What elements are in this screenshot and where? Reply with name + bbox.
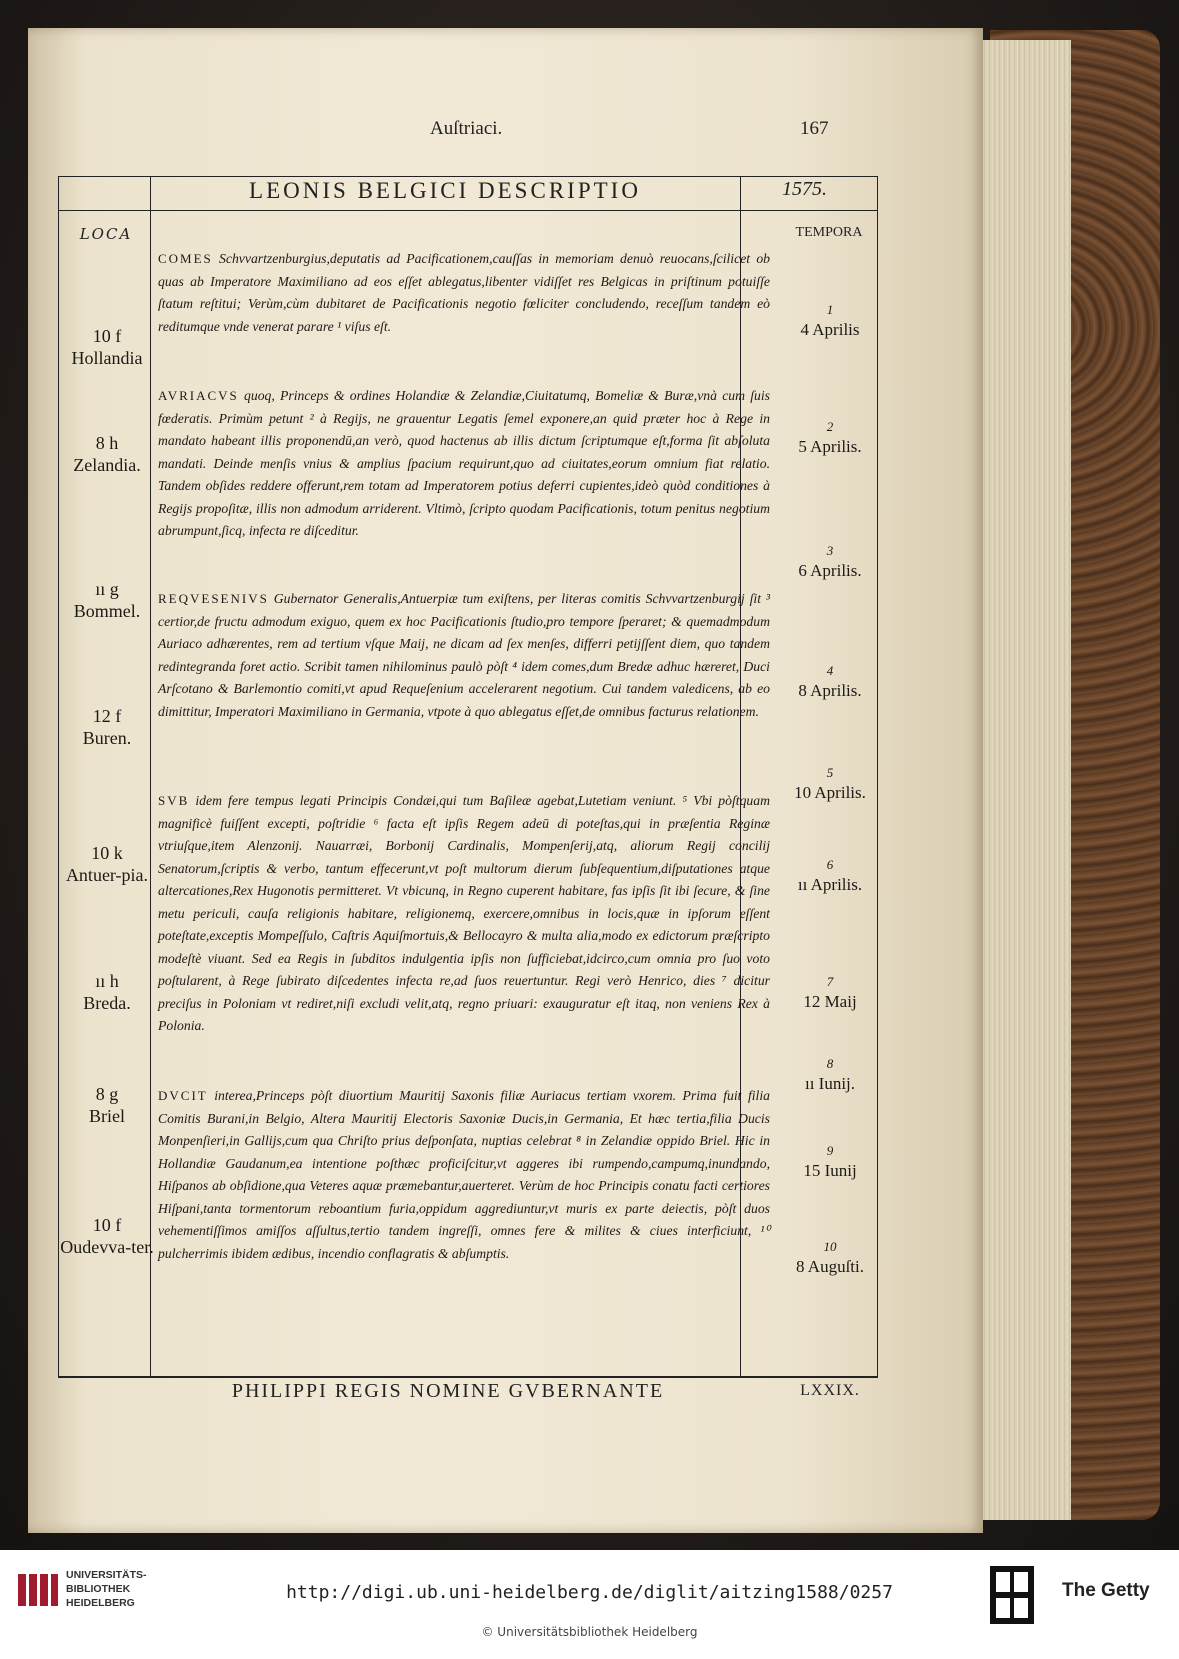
note-number: 4 [826,663,834,678]
tempora-entry [782,541,878,581]
tempora-date: 8 Auguſti. [795,1257,864,1276]
loca-entry [60,432,154,476]
note-number: 6 [826,857,834,872]
paragraph-auriacus [158,385,770,543]
note-number: 3 [826,543,834,558]
loca-place: Zelandia. [73,455,141,475]
tempora-entry [782,300,878,340]
note-number: 1 [826,302,834,317]
note-number: 7 [826,974,834,989]
note-number: 5 [826,765,834,780]
footer-text: PHILIPPI REGIS NOMINE GVBERNANTE [231,1380,665,1402]
loca-place: Antuer-pia. [65,865,149,885]
note-number: 10 [823,1239,837,1254]
tempora-date: 8 Aprilis. [798,681,862,700]
loca-place: Breda. [83,993,131,1013]
paragraph-text: idem fere tempus legati Principis Condæi,qui tum Baſileæ agebat,Lutetiam veniunt. ⁵ Vbi pòſtquam magnificè fuiſſent excepti, poſtridie ⁶ facta eſt ipſis Regem adeū di poteſtas,qui in præſentia Reginæ vtriuſque,item Alenzonij. Nauarræi, Borbonij Cardinalis, Mompenſerij,atq, aliorum Regij concilij Senatorum,ſcriptis & verbo, tantum effecerunt,vt poſt multorum dierum ſubſequentium,diſputationes atque altercationes,Rex Hugonotis permitteret. Vt vbicunq, in Regno cuperent habitare, fas ipſis ſit ibi ſecure, & ſine metu periculi, cauſa religionis habitare, religionemq, exercere,omnibus in locis,quæ in ipſorum eſſent poteſtate,exceptis Mompeſſulo, Caſtris Aquiſmortuis,& Bellocayro & multa alia,modo ex edictorum præſcripto modeſtè viuant. Sed ea Regis in ſubditos indulgentia ipſis non ſufficiebat,idcirco,cum omnia pro ſuo voto poſtularent, à Rege ſubirato diſcedentes infecta re,ad ſuos reuertuntur. Regi verò Henrico, dies ⁷ dicitur preciſus in Poloniam vt rediret,niſi excludi velit,atq, regno priuari: exauguratur eſt itaq, non veniens Rex à Polonia. [158,793,770,1033]
library-name-line: UNIVERSITÄTS- [66,1569,147,1581]
loca-entry [60,1083,154,1127]
paragraph-lead: AVRIACVS [158,388,239,403]
header-rule [58,210,878,211]
loca-place: Oudevva-ter. [60,1237,154,1257]
paragraph-lead: SVB [158,793,190,808]
footer-rule [58,1376,878,1377]
loca-place: Briel [89,1106,125,1126]
tempora-date: 12 Maij [803,992,857,1011]
tempora-entry [782,763,878,803]
note-number: 8 [826,1056,834,1071]
tempora-entry [782,1237,878,1277]
tempora-date: 5 Aprilis. [798,437,862,456]
library-name-line: HEIDELBERG [66,1597,135,1609]
page-title: LEONIS BELGICI DESCRIPTIO [249,178,641,203]
paragraph-lead: REQVESENIVS [158,591,269,606]
copyright-notice: © Universitätsbibliothek Heidelberg [481,1625,698,1639]
tempora-entry [782,1141,878,1181]
loca-entry [60,842,154,886]
tempora-date: 15 Iunij [803,1161,857,1180]
note-number: 9 [826,1143,834,1158]
paragraph-text: Schvvartzenburgius,deputatis ad Pacificationem,cauſſas in memoriam denuò reuocans,ſcilicet ob quas ab Imperatore Maximiliano ad eos eſſet ablegatus,libenter vidiſſet res Belgicas in priſtinum potuiſſe ſtatum reſtitui; Verùm,cùm dubitaret de Pacificationis negotio fœliciter concludendo, receſſum tandem eò reditumque vnde venerat parare ¹ viſus eſt. [158,251,771,334]
loca-ref: 8 g [95,1084,119,1104]
paragraph-comes [158,248,770,338]
tempora-date: 4 Aprilis [800,320,860,339]
loca-entry [60,325,154,369]
footer-number: LXXIX. [800,1382,860,1399]
tempora-date: 6 Aprilis. [798,561,862,580]
paragraph-lead: COMES [158,251,213,266]
loca-entry [60,705,154,749]
getty-logo-icon[interactable] [990,1566,1034,1624]
running-head: Auſtriaci. [430,118,503,139]
loca-ref: 8 h [95,433,119,453]
loca-ref: 10 k [91,843,123,863]
loca-ref: ıı g [95,579,119,599]
permalink-url[interactable]: http://digi.ub.uni-heidelberg.de/diglit/aitzing1588/0257 [286,1582,893,1603]
tempora-date: ıı Aprilis. [797,875,863,894]
paragraph-text: quoq, Princeps & ordines Holandiæ & Zelandiæ,Ciuitatumq, Bomeliæ & Buræ,vnà cum ſuis fœderatis. Primùm petunt ² à Regijs, ne grauentur Legatis ſemel exponere,an quid præter hoc à Rege in mandato habeant illis proponendū,an verò, quod hactenus ab illis dictum ſcriptumque eſt,forma ſit abſoluta mandati. Deinde menſis vnius & amplius ſpacium requirunt,quo ad ciuitates,eorum omnium fiat relatio. Tandem obſides reddere offerunt,rem totam ad Imperatorem potius deferri cupientes,ideò quòd conditiones à Regijs propoſitæ, illis non admodum arriderent. Vltimò, ſcripto quodam Pacificationis, totum penitus negotium abrumpunt,ſicq, infecta re diſceditur. [158,388,770,538]
year-label: 1575. [782,178,827,200]
loca-place: Bommel. [73,601,141,621]
note-number: 2 [826,419,834,434]
tempora-date: ıı Iunij. [804,1074,856,1093]
tempora-entry [782,855,878,895]
paragraph-lead: DVCIT [158,1088,208,1103]
loca-heading: LOCA [79,225,133,243]
loca-ref: 10 f [92,326,122,346]
loca-place: Hollandia [71,348,143,368]
tempora-entry [782,661,878,701]
loca-entry [60,970,154,1014]
tempora-entry [782,972,878,1012]
library-name-line: BIBLIOTHEK [66,1583,131,1595]
tempora-heading: TEMPORA [795,225,863,240]
loca-place: Buren. [82,728,132,748]
loca-ref: ıı h [95,971,119,991]
tempora-entry [782,1054,878,1094]
tempora-entry [782,417,878,457]
loca-entry [60,578,154,622]
paragraph-text: interea,Princeps pòſt diuortium Mauritij Saxonis filiæ Auriacus tertiam vxorem. Prima fuit filia Comitis Burani,in Belgio, Altera Mauritij Electoris Saxoniæ Ducis,in Germania, Et hæc tertia,filia Ducis Monpenſieri,in Gallijs,cum qua Chriſto prius deſponſata, nuptias celebrat ⁸ in Zelandiæ oppido Briel. Hic in Hollandiæ Gaudanum,ea intentione poſthæc proficiſcitur,vt aggeres ibi rumpendo,campumq,inundando, Hiſpanos ab obſidione,qua Veteres aquæ præmebantur,auerteret. Verùm de hoc Principis conatu facti certiores Hiſpani,tanta tormentorum reboantium furia,oppidum aggrediuntur,vt muris ex parte deiectis, pòſt duos vehementiſſimos amiſſos aſſultus,tertio tandem ingreſſi, omnes fere & milites & ciues interficiunt, ¹⁰ pulcherrimis ibidem ædibus, incendio conflagratis & abſumptis. [158,1088,771,1261]
page-edges [975,40,1071,1520]
tempora-date: 10 Aprilis. [794,783,866,802]
paragraph-ducit [158,1085,770,1265]
paragraph-text: Gubernator Generalis,Antuerpiæ tum exiſtens, per literas comitis Schvvartzenburgij ſit ³ certior,de fructu admodum exiguo, quem ex hoc Pacificationis ſtudio,pro tempore ſperaret; & quemadmodum Auriaco adhærentes, rem ad tertium vſque Maij, ne dicam ad ſex menſes, differri petijſſent diem, quo tandem redintegranda foret actio. Scribit tamen nihilominus paulò pòſt ⁴ idem comes,dum Bredæ adhuc hæreret, Duci Arſcotano & Barlemontio comiti,vt apud Requeſenium accelerarent negotium. Cui tandem valedicens, ab eo dimittitur, Imperatori Maximiliano in Germania, vtpote à quo ablegatus eſſet,de omnibus facturus relationem. [158,591,770,719]
getty-name: The Getty [1062,1580,1150,1601]
loca-entry [60,1214,154,1258]
page-number: 167 [800,118,829,139]
loca-ref: 12 f [92,706,122,726]
paragraph-requesenius [158,588,770,723]
paragraph-sub [158,790,770,1038]
loca-ref: 10 f [92,1215,122,1235]
